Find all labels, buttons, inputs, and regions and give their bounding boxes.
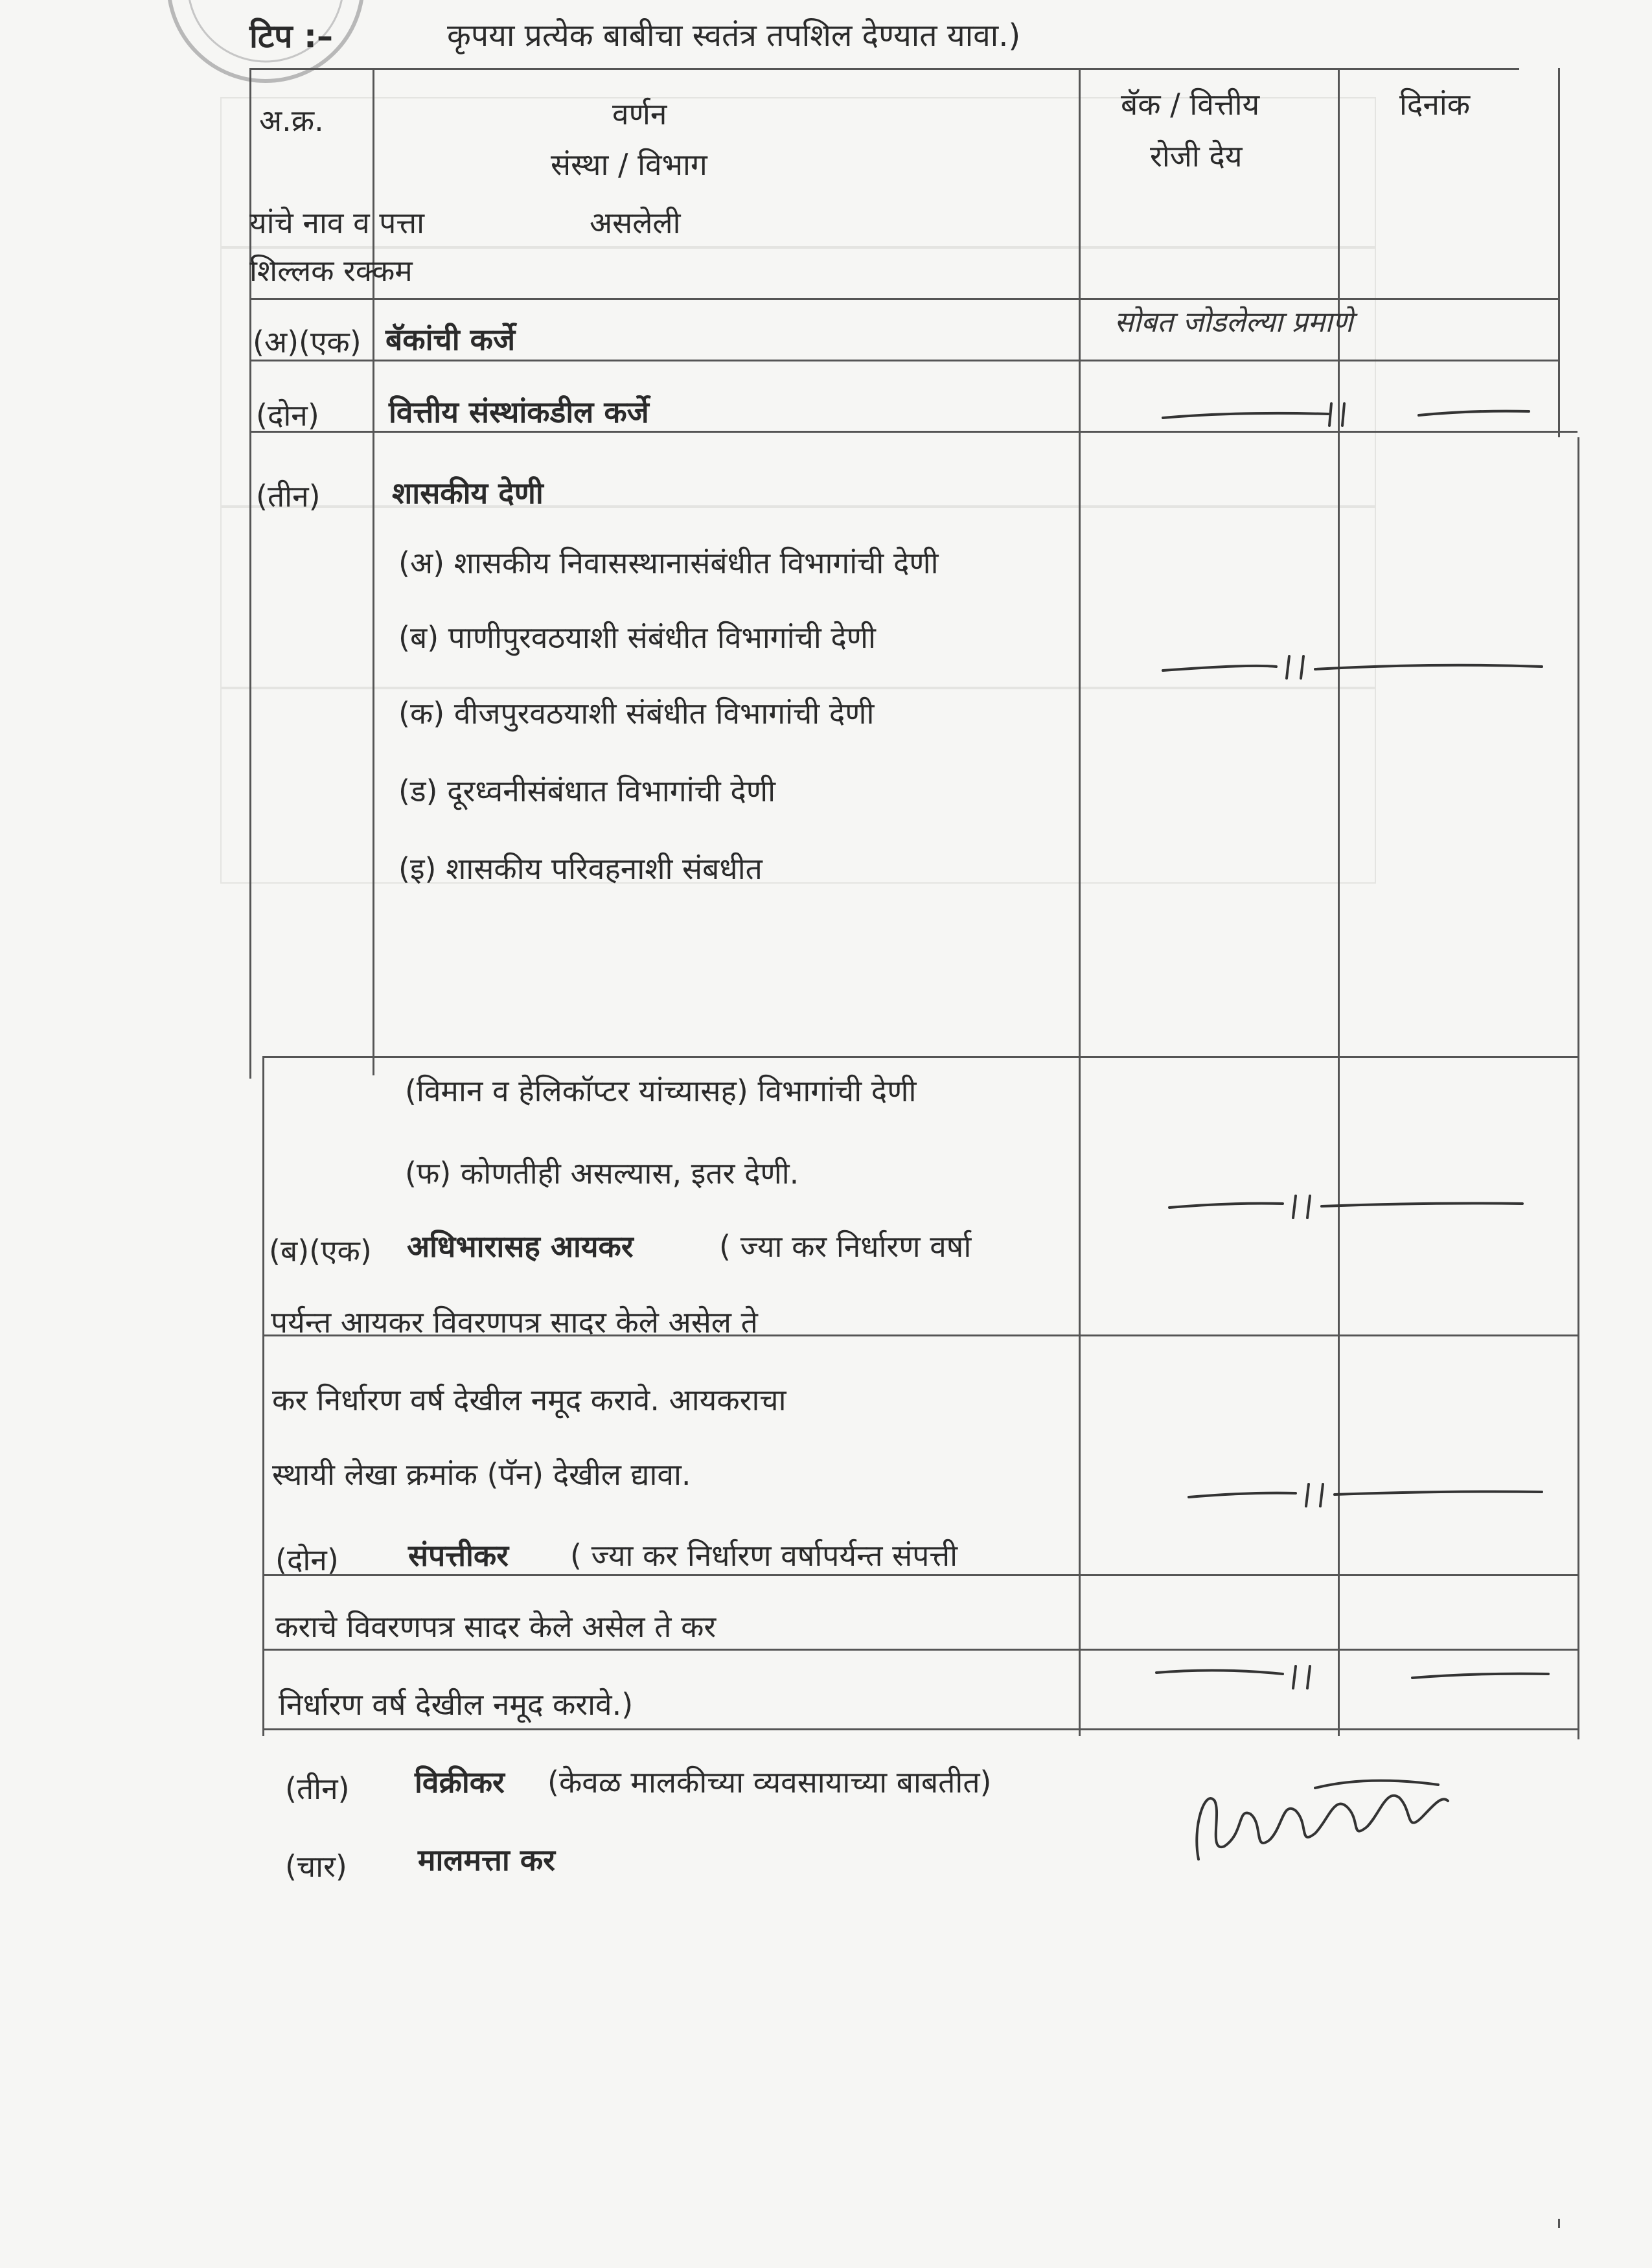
nil-mark	[1160, 645, 1548, 683]
income-tax-desc: ( ज्या कर निर्धारण वर्षा	[719, 1229, 972, 1264]
row-title-income-tax: अधिभारासह आयकर	[407, 1229, 634, 1264]
wealth-tax-desc-3: निर्धारण वर्ष देखील नमूद करावे.)	[279, 1687, 634, 1722]
income-tax-desc-4: स्थायी लेखा क्रमांक (पॅन) देखील द्यावा.	[272, 1457, 691, 1492]
note-text: कृपया प्रत्येक बाबीचा स्वतंत्र तपशिल देण्यात यावा.)	[447, 17, 1021, 54]
wealth-tax-desc-2: कराचे विवरणपत्र सादर केले असेल ते कर	[275, 1609, 717, 1644]
column-header-due: बॅक / वित्तीय	[1121, 87, 1260, 122]
column-header-description-3a: यांचे नाव व पत्ता	[249, 205, 425, 240]
other-dues-text: (फ) कोणतीही असल्यास, इतर देणी.	[405, 1156, 799, 1191]
table-right-border-lower	[1577, 437, 1579, 1739]
bleed-through-rule	[220, 246, 1376, 249]
row-number: (अ)(एक)	[253, 325, 361, 360]
nil-mark	[1160, 392, 1535, 431]
row-line-b2	[262, 1574, 1577, 1576]
govt-due-item: (ब) पाणीपुरवठयाशी संबंधीत विभागांची देणी	[398, 620, 876, 655]
column-header-sr-no: अ.क्र.	[259, 103, 324, 138]
scan-speck	[1558, 2219, 1560, 2228]
wealth-tax-desc: ( ज्या कर निर्धारण वर्षापर्यन्त संपत्ती	[570, 1538, 958, 1573]
column-header-description-3b: असलेली	[590, 205, 681, 240]
row-line-a3-end	[262, 1056, 1577, 1058]
column-header-due-2: रोजी देय	[1150, 139, 1243, 174]
column-header-description-2: संस्था / विभाग	[551, 147, 707, 182]
column-header-date: दिनांक	[1399, 87, 1471, 122]
table-left-border-lower	[262, 1056, 264, 1736]
row-number: (तीन)	[285, 1771, 350, 1806]
table-bottom-border	[262, 1728, 1577, 1730]
row-title-sales-tax: विक्रीकर	[415, 1765, 505, 1800]
signature	[1186, 1762, 1458, 1872]
nil-mark	[1166, 1186, 1529, 1224]
row-line-b2b	[262, 1649, 1577, 1651]
row-title-bank-loans: बॅकांची कर्जे	[385, 322, 516, 357]
table-right-border	[1558, 68, 1560, 437]
row-title-govt-dues: शासकीय देणी	[392, 475, 544, 510]
row-number: (ब)(एक)	[269, 1233, 372, 1268]
row-line-header	[249, 298, 1558, 300]
table-top-border	[249, 68, 1519, 70]
row-number: (दोन)	[275, 1542, 339, 1577]
row-title-financial-loans: वित्तीय संस्थांकडील कर्जे	[389, 395, 649, 430]
govt-due-item: (अ) शासकीय निवासस्थानासंबंधीत विभागांची देणी	[398, 545, 939, 580]
nil-mark	[1153, 1658, 1555, 1697]
govt-due-item: (क) वीजपुरवठयाशी संबंधीत विभागांची देणी	[398, 696, 875, 731]
nil-mark	[1186, 1474, 1548, 1513]
row-number: (तीन)	[256, 479, 321, 514]
govt-due-item: (इ) शासकीय परिवहनाशी संबधीत	[398, 851, 763, 886]
col-divider-desc	[1079, 68, 1081, 1736]
row-title-property-tax: मालमत्ता कर	[418, 1842, 555, 1877]
note-label: टिप :–	[249, 17, 333, 55]
row-line-a2	[249, 431, 1577, 433]
row-title-wealth-tax: संपत्तीकर	[408, 1538, 509, 1573]
handwritten-as-attached: सोबत जोडलेल्या प्रमाणे	[1114, 306, 1353, 339]
row-number: (दोन)	[256, 398, 319, 433]
column-header-description-4: शिल्लक रक्कम	[249, 253, 413, 288]
sales-tax-desc: (केवळ मालकीच्या व्यवसायाच्या बाबतीत)	[547, 1765, 992, 1800]
income-tax-desc-3: कर निर्धारण वर्ष देखील नमूद करावे. आयकराचा	[272, 1382, 786, 1417]
row-line-a1	[249, 360, 1558, 361]
govt-due-item: (ड) दूरध्वनीसंबंधात विभागांची देणी	[398, 773, 775, 808]
continued-text: (विमान व हेलिकॉप्टर यांच्यासह) विभागांची देणी	[405, 1073, 917, 1108]
bleed-through-rule	[220, 687, 1376, 689]
row-number: (चार)	[285, 1849, 347, 1884]
income-tax-desc-2: पर्यन्त आयकर विवरणपत्र सादर केले असेल ते	[271, 1305, 758, 1340]
column-header-description: वर्णन	[612, 97, 667, 132]
